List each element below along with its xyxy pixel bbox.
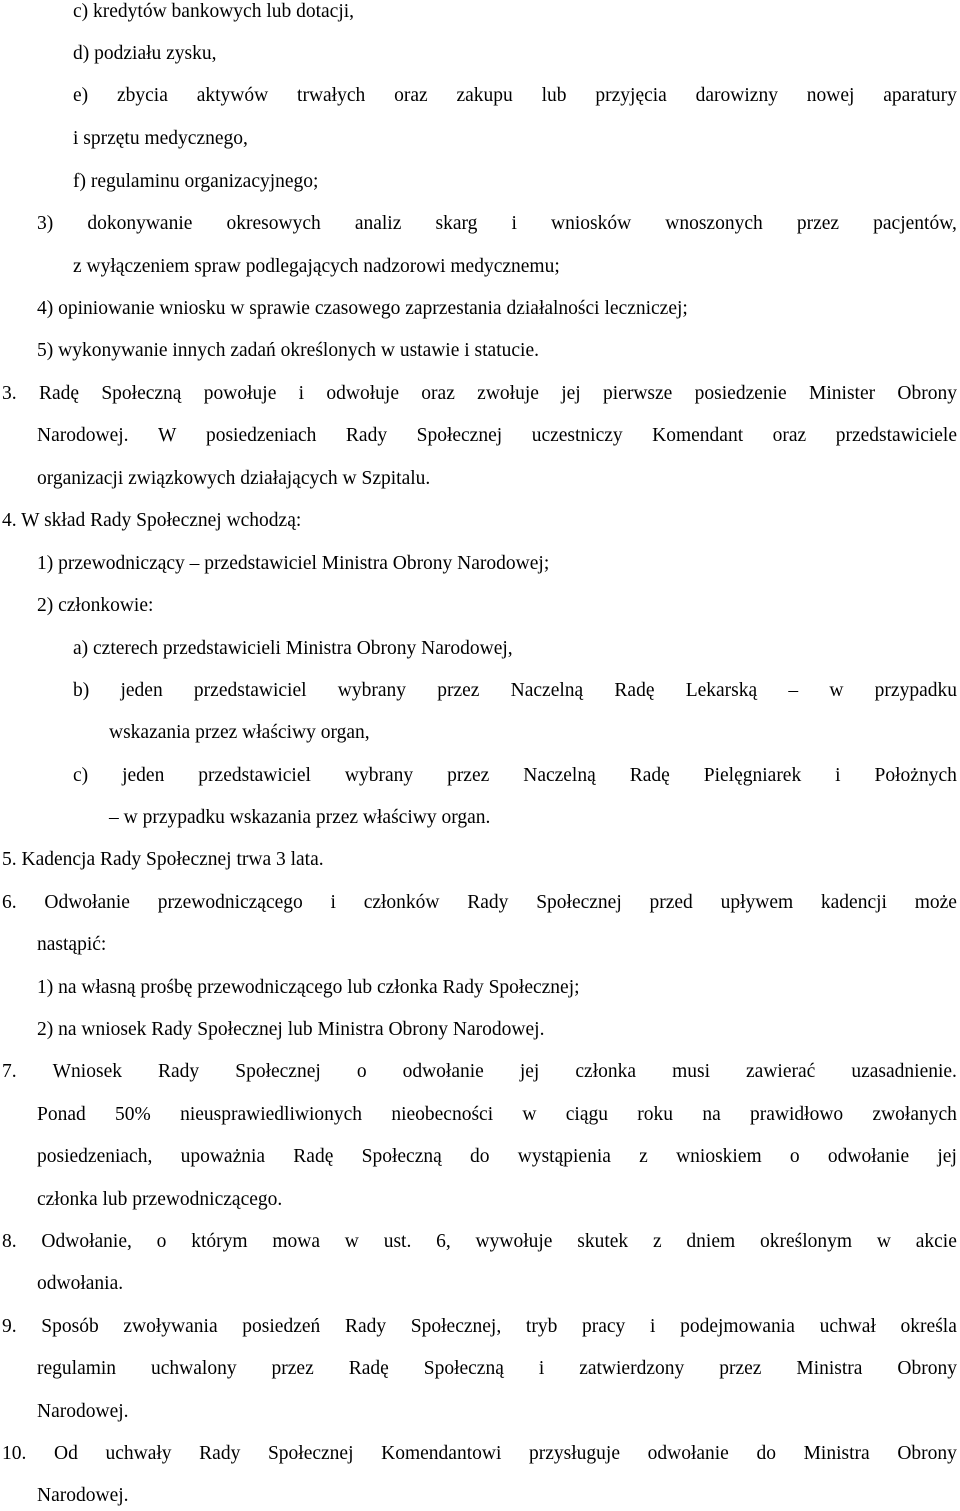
word: posiedzenie bbox=[694, 383, 787, 404]
word: przez bbox=[271, 1358, 314, 1379]
word: Pielęgniarek bbox=[703, 765, 802, 786]
word: W bbox=[158, 425, 177, 446]
justified-line bbox=[37, 212, 957, 236]
word: roku bbox=[637, 1104, 674, 1125]
word: i bbox=[330, 892, 336, 913]
word: przez bbox=[447, 765, 490, 786]
word: Od bbox=[54, 1443, 78, 1464]
justified-line bbox=[2, 1060, 957, 1084]
justified-line bbox=[2, 891, 957, 915]
word: skarg bbox=[435, 213, 478, 234]
word: upływem bbox=[720, 892, 794, 913]
word: uczestniczy bbox=[531, 425, 623, 446]
word: Komendantowi bbox=[381, 1443, 502, 1464]
text-line: 5. Kadencja Rady Społecznej trwa 3 lata. bbox=[2, 849, 324, 870]
word: wniosków bbox=[550, 213, 632, 234]
word: Obrony bbox=[897, 383, 957, 404]
word: Odwołanie bbox=[44, 892, 130, 913]
word: akcie bbox=[915, 1231, 957, 1252]
text-line: wskazania przez właściwy organ, bbox=[109, 722, 370, 743]
word: i bbox=[649, 1316, 656, 1337]
text-line: i sprzętu medycznego, bbox=[73, 128, 248, 149]
word: dniem bbox=[686, 1231, 736, 1252]
word: Sposób bbox=[41, 1316, 99, 1337]
word: na bbox=[702, 1104, 721, 1125]
word: z bbox=[652, 1231, 662, 1252]
word: analiz bbox=[354, 213, 402, 234]
word: z bbox=[639, 1146, 648, 1167]
word: Rady bbox=[199, 1443, 241, 1464]
word: Naczelną bbox=[510, 680, 584, 701]
word: oraz bbox=[421, 383, 455, 404]
word: przypadku bbox=[874, 680, 957, 701]
word: mowa bbox=[272, 1231, 320, 1252]
word: aparatury bbox=[883, 85, 957, 106]
word: Obrony bbox=[897, 1443, 957, 1464]
text-line: nastąpić: bbox=[37, 934, 107, 955]
word: w bbox=[876, 1231, 891, 1252]
word: zawierać bbox=[746, 1061, 816, 1082]
word: Rady bbox=[344, 1316, 387, 1337]
justified-line bbox=[73, 84, 957, 108]
word: zatwierdzony bbox=[579, 1358, 685, 1379]
word: tryb bbox=[525, 1316, 558, 1337]
word: odwołanie bbox=[827, 1146, 910, 1167]
word: Odwołanie, bbox=[41, 1231, 132, 1252]
justified-line bbox=[2, 1230, 957, 1254]
word: Społecznej bbox=[416, 425, 503, 446]
word: posiedzeń bbox=[242, 1316, 321, 1337]
word: przyjęcia bbox=[595, 85, 667, 106]
word: e) bbox=[73, 85, 89, 106]
justified-line bbox=[73, 764, 957, 788]
text-line: d) podziału zysku, bbox=[73, 43, 217, 64]
word: w bbox=[344, 1231, 359, 1252]
text-line: członka lub przewodniczącego. bbox=[37, 1189, 283, 1210]
word: c) bbox=[73, 765, 89, 786]
justified-line bbox=[2, 382, 957, 406]
word: pracy bbox=[582, 1316, 626, 1337]
word: Radę bbox=[293, 1146, 334, 1167]
word: prawidłowo bbox=[750, 1104, 844, 1125]
word: przez bbox=[719, 1358, 762, 1379]
word: określonym bbox=[759, 1231, 853, 1252]
word: Wniosek bbox=[52, 1061, 122, 1082]
word: zbycia bbox=[116, 85, 168, 106]
text-line: f) regulaminu organizacyjnego; bbox=[73, 171, 319, 192]
word: Społecznej bbox=[235, 1061, 321, 1082]
word: 9. bbox=[2, 1316, 17, 1337]
text-line: organizacji związkowych działających w Szpitalu. bbox=[37, 468, 431, 489]
word: Ministra bbox=[796, 1358, 863, 1379]
word: wnioskiem bbox=[676, 1146, 762, 1167]
word: o bbox=[156, 1231, 167, 1252]
word: 3. bbox=[2, 383, 17, 404]
word: pierwsze bbox=[603, 383, 673, 404]
word: Narodowej. bbox=[37, 425, 129, 446]
text-line: z wyłączeniem spraw podlegających nadzorowi medycznemu; bbox=[73, 256, 560, 277]
word: jej bbox=[561, 383, 581, 404]
justified-line bbox=[37, 1145, 957, 1169]
text-line: odwołania. bbox=[37, 1273, 124, 1294]
word: którym bbox=[191, 1231, 248, 1252]
word: regulamin bbox=[37, 1358, 117, 1379]
word: przysługuje bbox=[529, 1443, 620, 1464]
word: skutek bbox=[577, 1231, 629, 1252]
justified-line bbox=[37, 1357, 957, 1381]
text-line: – w przypadku wskazania przez właściwy organ. bbox=[109, 807, 491, 828]
text-line: c) kredytów bankowych lub dotacji, bbox=[73, 1, 355, 22]
word: do bbox=[470, 1146, 490, 1167]
text-line: a) czterech przedstawicieli Ministra Obrony Narodowej, bbox=[73, 638, 513, 659]
word: aktywów bbox=[196, 85, 269, 106]
word: 6, bbox=[436, 1231, 451, 1252]
word: odwołanie bbox=[647, 1443, 729, 1464]
word: jeden bbox=[120, 680, 163, 701]
word: jej bbox=[519, 1061, 540, 1082]
word: posiedzeniach bbox=[205, 425, 317, 446]
text-line: 4. W skład Rady Społecznej wchodzą: bbox=[2, 510, 302, 531]
word: okresowych bbox=[226, 213, 321, 234]
word: – bbox=[788, 680, 799, 701]
text-line: Narodowej. bbox=[37, 1485, 129, 1506]
word: Społecznej bbox=[267, 1443, 354, 1464]
word: Położnych bbox=[874, 765, 957, 786]
word: o bbox=[356, 1061, 367, 1082]
word: przedstawiciel bbox=[193, 680, 307, 701]
text-line: 2) na wniosek Rady Społecznej lub Ministra Obrony Narodowej. bbox=[37, 1019, 545, 1040]
justified-line bbox=[37, 1103, 957, 1127]
word: i bbox=[538, 1358, 545, 1379]
word: wnoszonych bbox=[665, 213, 763, 234]
word: dokonywanie bbox=[87, 213, 193, 234]
word: zwoływania bbox=[123, 1316, 218, 1337]
word: określa bbox=[900, 1316, 957, 1337]
word: Rady bbox=[345, 425, 388, 446]
word: Radę bbox=[38, 383, 80, 404]
word: przez bbox=[796, 213, 840, 234]
word: Społecznej, bbox=[410, 1316, 502, 1337]
word: wybrany bbox=[337, 680, 406, 701]
text-line: 1) na własną prośbę przewodniczącego lub członka Rady Społecznej; bbox=[37, 977, 580, 998]
word: Ministra bbox=[803, 1443, 870, 1464]
word: jej bbox=[937, 1146, 957, 1167]
word: członka bbox=[575, 1061, 637, 1082]
word: i bbox=[835, 765, 841, 786]
word: 7. bbox=[2, 1061, 17, 1082]
word: wystąpienia bbox=[517, 1146, 611, 1167]
word: ust. bbox=[383, 1231, 412, 1252]
word: uchwał bbox=[819, 1316, 876, 1337]
word: nieobecności bbox=[391, 1104, 494, 1125]
word: w bbox=[829, 680, 844, 701]
word: zwołanych bbox=[872, 1104, 957, 1125]
word: przewodniczącego bbox=[157, 892, 303, 913]
word: b) bbox=[73, 680, 90, 701]
text-line: Narodowej. bbox=[37, 1401, 129, 1422]
word: Lekarską bbox=[685, 680, 758, 701]
word: oraz bbox=[772, 425, 807, 446]
word: lub bbox=[541, 85, 567, 106]
word: nieusprawiedliwionych bbox=[180, 1104, 363, 1125]
word: Społeczną bbox=[423, 1358, 504, 1379]
word: podejmowania bbox=[680, 1316, 795, 1337]
word: Komendant bbox=[652, 425, 744, 446]
justified-line bbox=[2, 1442, 957, 1466]
word: wywołuje bbox=[475, 1231, 553, 1252]
word: pacjentów, bbox=[873, 213, 957, 234]
word: Obrony bbox=[897, 1358, 957, 1379]
word: kadencji bbox=[820, 892, 887, 913]
word: przedstawiciel bbox=[198, 765, 311, 786]
word: wybrany bbox=[344, 765, 414, 786]
word: może bbox=[914, 892, 957, 913]
word: odwołanie bbox=[402, 1061, 484, 1082]
word: odwołuje bbox=[326, 383, 399, 404]
word: Naczelną bbox=[523, 765, 596, 786]
word: uchwały bbox=[105, 1443, 172, 1464]
word: do bbox=[756, 1443, 776, 1464]
word: oraz bbox=[394, 85, 428, 106]
justified-line bbox=[73, 679, 957, 703]
word: przed bbox=[649, 892, 693, 913]
text-line: 4) opiniowanie wniosku w sprawie czasowego zaprzestania działalności leczniczej; bbox=[37, 298, 688, 319]
word: członków bbox=[363, 892, 440, 913]
word: nowej bbox=[806, 85, 855, 106]
word: zwołuje bbox=[477, 383, 539, 404]
word: uchwalony bbox=[151, 1358, 237, 1379]
word: Minister bbox=[809, 383, 876, 404]
word: o bbox=[789, 1146, 800, 1167]
word: uzasadnienie. bbox=[851, 1061, 957, 1082]
word: 8. bbox=[2, 1231, 17, 1252]
word: 10. bbox=[2, 1443, 27, 1464]
word: w bbox=[522, 1104, 537, 1125]
justified-line bbox=[37, 424, 957, 448]
word: przedstawiciele bbox=[835, 425, 957, 446]
word: 6. bbox=[2, 892, 17, 913]
word: Radę bbox=[348, 1358, 389, 1379]
word: Rady bbox=[467, 892, 509, 913]
word: Ponad bbox=[37, 1104, 86, 1125]
word: Rady bbox=[158, 1061, 200, 1082]
word: powołuje bbox=[203, 383, 277, 404]
word: upoważnia bbox=[180, 1146, 266, 1167]
word: trwałych bbox=[297, 85, 366, 106]
text-line: 1) przewodniczący – przedstawiciel Ministra Obrony Narodowej; bbox=[37, 553, 550, 574]
word: posiedzeniach, bbox=[37, 1146, 153, 1167]
word: Radę bbox=[614, 680, 655, 701]
word: Społecznej bbox=[536, 892, 622, 913]
word: Radę bbox=[629, 765, 670, 786]
word: Społeczną bbox=[101, 383, 182, 404]
word: jeden bbox=[122, 765, 165, 786]
word: darowizny bbox=[695, 85, 778, 106]
word: ciągu bbox=[565, 1104, 608, 1125]
word: 3) bbox=[37, 213, 54, 234]
word: zakupu bbox=[456, 85, 513, 106]
word: Społeczną bbox=[361, 1146, 442, 1167]
justified-line bbox=[2, 1315, 957, 1339]
text-line: 2) członkowie: bbox=[37, 595, 154, 616]
text-line: 5) wykonywanie innych zadań określonych w ustawie i statucie. bbox=[37, 340, 539, 361]
word: 50% bbox=[115, 1104, 151, 1125]
word: musi bbox=[672, 1061, 710, 1082]
word: i bbox=[511, 213, 517, 234]
word: przez bbox=[437, 680, 480, 701]
word: i bbox=[298, 383, 305, 404]
